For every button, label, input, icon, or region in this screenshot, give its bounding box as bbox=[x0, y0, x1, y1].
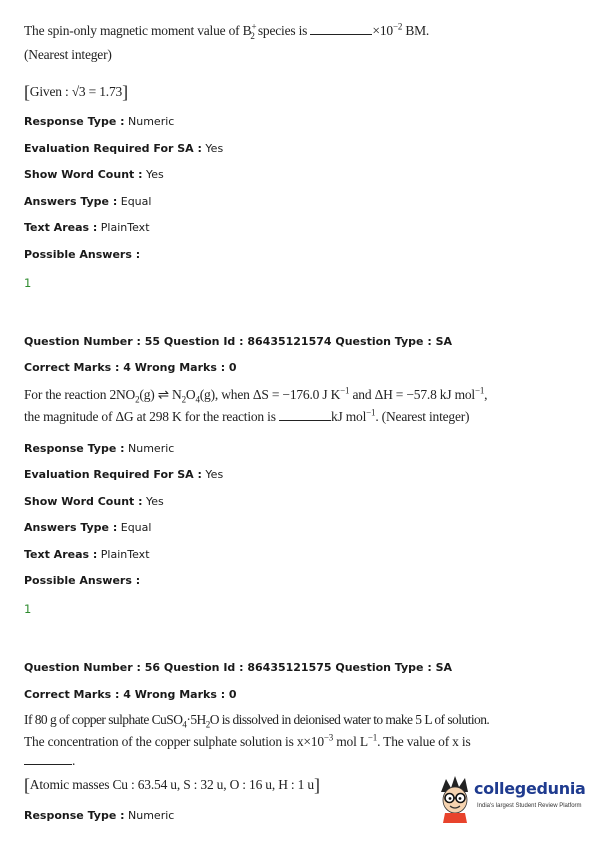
b2-plus-species: $B^+_2$ bbox=[242, 21, 257, 41]
collegedunia-logo bbox=[437, 772, 587, 826]
q55-word-count: Show Word Count : Yes bbox=[24, 495, 164, 508]
q55-answers-type: Answers Type : Equal bbox=[24, 521, 152, 534]
q54-word-count: Show Word Count : Yes bbox=[24, 168, 164, 181]
q56-response-type: Response Type : Numeric bbox=[24, 809, 175, 822]
q55-text-line2: the magnitude of ΔG at 298 K for the reaction is kJ mol$^{-1}$. (Nearest integer) bbox=[24, 407, 470, 424]
q55-response-type: Response Type : Numeric bbox=[24, 442, 175, 455]
q55-text-areas: Text Areas : PlainText bbox=[24, 548, 150, 561]
q55-marks: Correct Marks : 4 Wrong Marks : 0 bbox=[24, 361, 237, 374]
logo-tagline: India's largest Student Review Platform bbox=[477, 803, 582, 809]
answer-blank bbox=[279, 420, 331, 421]
q56-text-line1: If 80 g of copper sulphate $CuSO_4\cdot 5H_2O$ is dissolved in deionised water to make 5 L of solution. bbox=[24, 712, 490, 730]
q55-text-line1: For the reaction $2NO_2(g)$ ⇌ $N_2O_4(g)$, when ΔS = −176.0 J $K^{-1}$ and ΔH = −57.8 kJ mol$^{-1}$, bbox=[24, 385, 488, 405]
q56-text-line3: . bbox=[24, 752, 75, 770]
q54-text-line2: (Nearest integer) bbox=[24, 47, 112, 62]
q55-answer: 1 bbox=[24, 602, 32, 616]
q56-text-line2: The concentration of the copper sulphate solution is $x\times 10^{-3}$ mol $L^{-1}$. The value of x is bbox=[24, 732, 471, 749]
q54-possible-answers-label: Possible Answers : bbox=[24, 248, 141, 261]
q54-text-areas: Text Areas : PlainText bbox=[24, 221, 150, 234]
answer-blank bbox=[24, 764, 72, 765]
q54-given: [Given : √3 = 1.73] bbox=[24, 82, 128, 102]
q56-marks: Correct Marks : 4 Wrong Marks : 0 bbox=[24, 688, 237, 701]
q55-evaluation: Evaluation Required For SA : Yes bbox=[24, 468, 224, 481]
q54-evaluation: Evaluation Required For SA : Yes bbox=[24, 142, 224, 155]
q54-text-line1: The spin-only magnetic moment value of $B^+_2$ species is $\times 10^{-2}$ BM. bbox=[24, 21, 430, 41]
mascot-icon bbox=[437, 774, 473, 824]
logo-name: collegedunia bbox=[474, 779, 586, 798]
q54-answer: 1 bbox=[24, 276, 32, 290]
q55-possible-answers-label: Possible Answers : bbox=[24, 574, 141, 587]
q56-atomic-masses: [Atomic masses Cu : 63.54 u, S : 32 u, O : 16 u, H : 1 u] bbox=[24, 775, 320, 795]
answer-blank bbox=[310, 34, 372, 35]
q54-answers-type: Answers Type : Equal bbox=[24, 195, 152, 208]
q54-response-type: Response Type : Numeric bbox=[24, 115, 175, 128]
q56-header: Question Number : 56 Question Id : 86435121575 Question Type : SA bbox=[24, 661, 453, 674]
q55-header: Question Number : 55 Question Id : 86435121574 Question Type : SA bbox=[24, 335, 453, 348]
